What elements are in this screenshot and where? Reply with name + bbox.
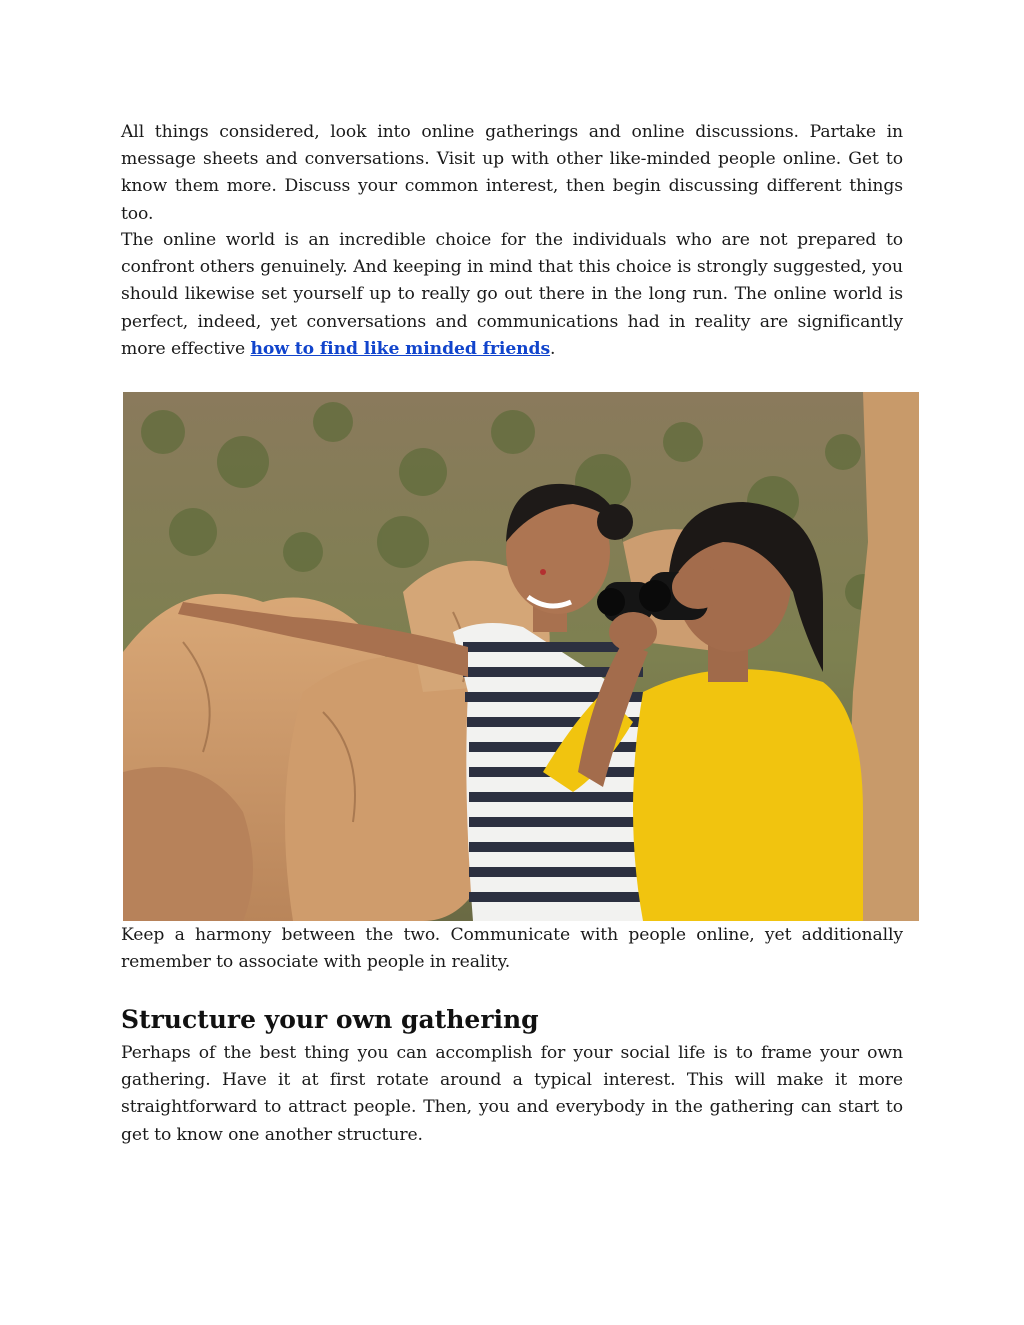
paragraph-text: The online world is an incredible choice for the individuals who are not prepared to confront others genuinely. And keeping in mind that this choice is strongly suggested, you should likewise set yourself up to really go out there in the long run. The online world is perfect, indeed, yet conversations and communications had in reality are significantly more effective	[121, 230, 903, 359]
two-girls-binoculars-photo	[123, 392, 919, 921]
paragraph-harmony: Keep a harmony between the two. Communicate with people online, yet additionally remember to associate with people in reality.	[121, 925, 903, 973]
friends-link[interactable]: how to find like minded friends	[250, 338, 551, 359]
paragraph-period: .	[550, 338, 556, 359]
section-heading: Structure your own gathering	[121, 1005, 539, 1034]
paragraph-online-world	[121, 227, 903, 363]
paragraph-online-gatherings: All things considered, look into online gatherings and online discussions. Partake in message sheets and conversations. Visit up with other like-minded people online. Get to know them more. Discuss your common interest, then begin discussing different things too.	[121, 122, 903, 224]
paragraph-own-gathering: Perhaps of the best thing you can accomplish for your social life is to frame your own gathering. Have it at first rotate around a typical interest. This will make it more straightforward to attract people. Then, you and everybody in the gathering can start to get to know one another structure.	[121, 1043, 903, 1145]
